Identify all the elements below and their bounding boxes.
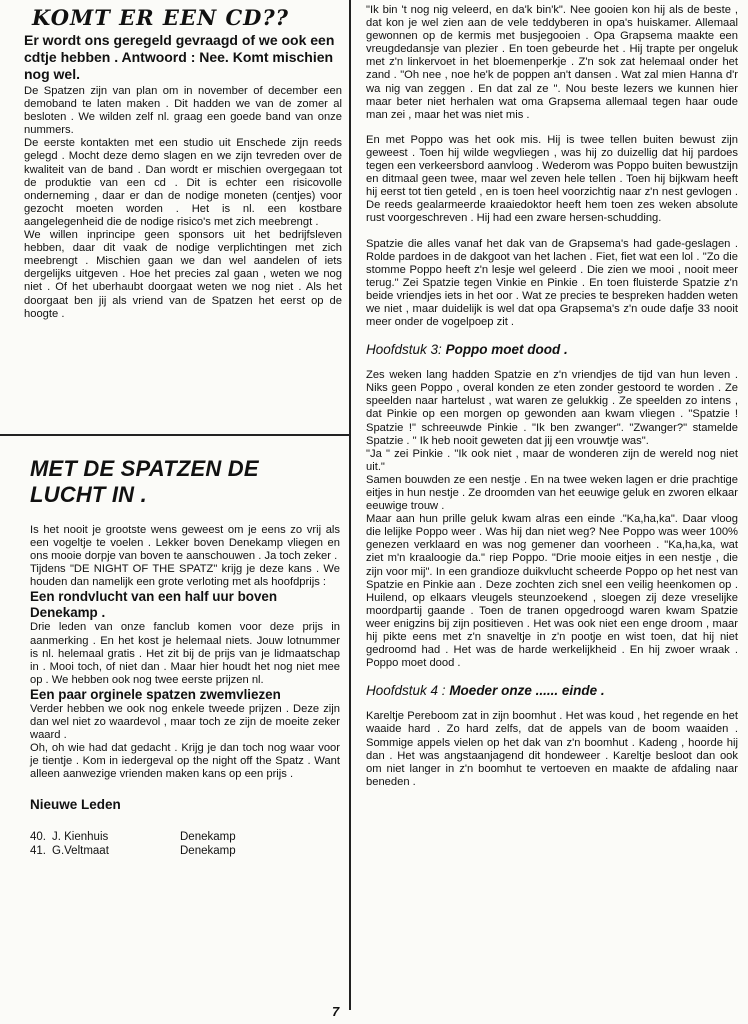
flight-article-paragraph: Tijdens "DE NIGHT OF THE SPATZ" krijg je deze kans . We houden dan namelijk een grote verloting met als hoofdprijs :	[30, 563, 340, 589]
flight-article-paragraph: Verder hebben we ook nog enkele tweede prijzen . Deze zijn dan wel niet zo waardevol , maar toch ze zijn de moeite zeker waard .	[30, 702, 340, 742]
flight-article-subhead: Een rondvlucht van een half uur boven Denekamp .	[30, 589, 278, 621]
chapter-4-heading	[366, 682, 738, 700]
member-name: G.Veltmaat	[52, 844, 109, 857]
chapter-title: Poppo moet dood .	[445, 342, 568, 358]
member-number: 40.	[30, 830, 46, 843]
section-divider	[0, 434, 350, 436]
flight-article-paragraph: Drie leden van onze fanclub komen voor deze prijs in aanmerking . En het kost je helemaal niets. Jouw lotnummer is nl. helemaal gratis . Het zit bij de prijs van je lidmaatschap in . Mooi toch, of niet dan . Maar hier houdt het nog niet mee op . We hebben ook nog twee eerste prijzen nl.	[30, 621, 340, 686]
member-name: J. Kienhuis	[52, 830, 109, 843]
story-paragraph: Samen bouwden ze een nestje . En na twee weken lagen er drie prachtige eitjes in hun nestje . Ze droomden van het eeuwige geluk en zworen elkaar eeuwige trouw .	[366, 473, 738, 513]
chapter-title: Moeder onze ...... einde .	[449, 683, 605, 699]
cd-article	[24, 6, 342, 321]
story-paragraph: Kareltje Pereboom zat in zijn boomhut . Het was koud , het regende en het waaide hard . Zo hard zelfs, dat de appels van de boom waaiden . Sommige appels vielen op het dak van z'n boomhut . Kadeng , hoorde hij dan . Het was angstaanjagend dit hondeweer . Kareltje besloot dan ook om niet langer in z'n boomhut te vertoeven en maakte de afdaling naar beneden .	[366, 710, 738, 788]
story-paragraph: Maar aan hun prille geluk kwam alras een einde ."Ka,ha,ka". Daar vloog die lelijke Poppo weer . Was hij dan niet weg? Nee Poppo was weer 100% genezen verklaard en was nog gemener dan voorheen . "Ka,ha,ka, wat ziet m'n kraaloogie da." riep Poppo. "Drie mooie eitjes in een nestje , die zijn voor mij". In een grandioze duikvlucht scheerde Poppo op het nest van Spatzie en Pinkie aan . Deze zochten zich snel een veilig heenkomen op . Huilend, op elkaars vleugels steunzoekend , sloegen zij deze vreselijke moordpartij gaande . Toen de tranen opgedroogd waren kwam Spatzie weer enigzins bij zijn positieven . Het was ook niet een enge droom , maar hij pikte eens met z'n snaveltje in z'n pootje en wist toen, dat hij niet gedroomd had . Het was de harde werkelijkheid . En hij zwoer wraak . Poppo moet dood .	[366, 513, 738, 670]
chapter-3-heading	[366, 341, 738, 359]
story-paragraph: Spatzie die alles vanaf het dak van de Grapsema's had gade-geslagen . Rolde pardoes in de dakgoot van het lachen . Fiet, fiet wat een lol . "Zo die stomme Poppo heeft z'n lesje wel geleerd . Die zien we mooi , nooit meer terug." Zei Spatzie tegen Vinkie en Pinkie . En toen fluisterde Spatzie z'n beide vriendjes iets in het oor . Wat ze precies te bespreken hadden weten we niet , maar duidelijk is wel dat opa Grapsema's z'n oude dafje 33 nooit meer onder de vogelpoep zit .	[366, 237, 738, 329]
page-number: 7	[332, 1004, 340, 1019]
cd-article-paragraph: De eerste kontakten met een studio uit Enschede zijn reeds gelegd . Mocht deze demo slagen en we zijn tevreden over de kwaliteit van de band . Dan wordt er mischien overgegaan tot de produktie van een cd . Dit is echter een risicovolle onderneming , daar er dan de nodige moneten (centjes) voor gezocht moeten worden . Het is nl. een kostbare aangelegenheid die de nodige risico's met zich meebrengt .	[24, 137, 342, 228]
flight-article	[30, 456, 340, 858]
member-number: 41.	[30, 844, 46, 857]
member-row	[30, 830, 340, 844]
chapter-label: Hoofdstuk 3:	[366, 342, 442, 358]
story-paragraph: "Ik bin 't nog nig veleerd, en da'k bin'k". Nee gooien kon hij als de beste , dat kon je wel zien aan de vele teddyberen in opa's huiskamer. Allemaal gewonnen op de kermis met busjegooien . Opa Grapsema maakte een vreugdedansje van plezier . En toen gebeurde het . Hij trapte per ongeluk met z'n linkervoet in het bloemenperkje . Z'n sok zat helemaal onder het zand . "Oh nee , noe he'k de poppen an't dansen . Wat zal mien Hanna d'r wa nig van zeggen . En dat zal ze ". Nou beste lezers we kunnen hier maar beter niet herhalen wat oma Grapsema allemaal tegen haar oude man zei , maar het was niet mis .	[366, 4, 738, 121]
story-paragraph: En met Poppo was het ook mis. Hij is twee tellen buiten bewust zijn geweest . Toen hij wilde wegvliegen , was hij zo duizellig dat hij pardoes tegen een verkeersbord aanvloog . Wederom was Poppo buiten bewustzijn en ditmaal geen twee, maar wel zeven hele tellen . Toen hij bijkwam heeft hij eerst tot tien geteld , en is toen heel voorzichtig naar z'n nest gevlogen . De reeds gealarmeerde kraaiedoktor heeft hem toen zes weken absolute rust voorgeschreven . Hij had een zware hersen-schudding.	[366, 133, 738, 225]
cd-article-title: KOMT ER EEN CD??	[32, 5, 289, 30]
story-paragraph: "Ja " zei Pinkie . "Ik ook niet , maar de wonderen zijn de wereld nog niet uit."	[366, 447, 738, 473]
flight-article-subhead: Een paar orginele spatzen zwemvliezen	[30, 686, 281, 702]
new-members	[30, 798, 340, 858]
flight-article-paragraph: Is het nooit je grootste wens geweest om je eens zo vrij als een vogeltje te voelen . Lekker boven Denekamp vliegen en ons mooie dorpje van boven te aanschouwen . Ja toch zeker .	[30, 524, 340, 563]
member-row	[30, 844, 340, 858]
story-column	[366, 4, 738, 789]
member-town: Denekamp	[180, 830, 236, 843]
flight-article-paragraph: Oh, oh wie had dat gedacht . Krijg je dan toch nog waar voor je tientje . Kom in iedergeval op the night off the Spatz . Want alleen aanwezige vrienden maken kans op een prijs .	[30, 742, 340, 781]
flight-article-title: MET DE SPATZEN DE LUCHT IN .	[30, 456, 259, 507]
column-divider	[349, 0, 351, 1010]
story-paragraph: Zes weken lang hadden Spatzie en z'n vriendjes de tijd van hun leven . Niks geen Poppo , overal konden ze eten zonder gestoord te worden . Ze speelden naar hartelust , wat waren ze gelukkig . Ze speelden zo intens , dat Pinkie op een morgen op gewonden aan kwam vliegen . "Spatzie ! Spatzie !" schreeuwde Pinkie . "Ik ben zwanger". "Zwanger?" stamelde Spatzie . " Ik heb nooit geweten dat jij een vrouwtje was".	[366, 369, 738, 447]
member-town: Denekamp	[180, 844, 236, 857]
cd-article-lead: Er wordt ons geregeld gevraagd of we ook een cdtje hebben . Antwoord : Nee. Komt mischien nog wel.	[24, 32, 335, 82]
chapter-label: Hoofdstuk 4 :	[366, 683, 446, 699]
cd-article-paragraph: We willen inprincipe geen sponsors uit het bedrijfsleven hebben, daar dit vaak de nodige verplichtingen met zich meebrengt . Mischien gaan we dan wel aandelen of iets dergelijks uitgeven . Hoe het precies zal gaan , weten we nog niet . Of het uberhaubt doorgaat weten we nog niet . Als het doorgaat ben jij als vriend van de Spatzen het eerst op de hoogte .	[24, 229, 342, 320]
cd-article-paragraph: De Spatzen zijn van plan om in november of december een demoband te laten maken . Dit hadden we van de zomer al besloten . We wilden zelf nl. graag een goede band van onze nummers.	[24, 85, 342, 137]
new-members-title: Nieuwe Leden	[30, 796, 121, 812]
